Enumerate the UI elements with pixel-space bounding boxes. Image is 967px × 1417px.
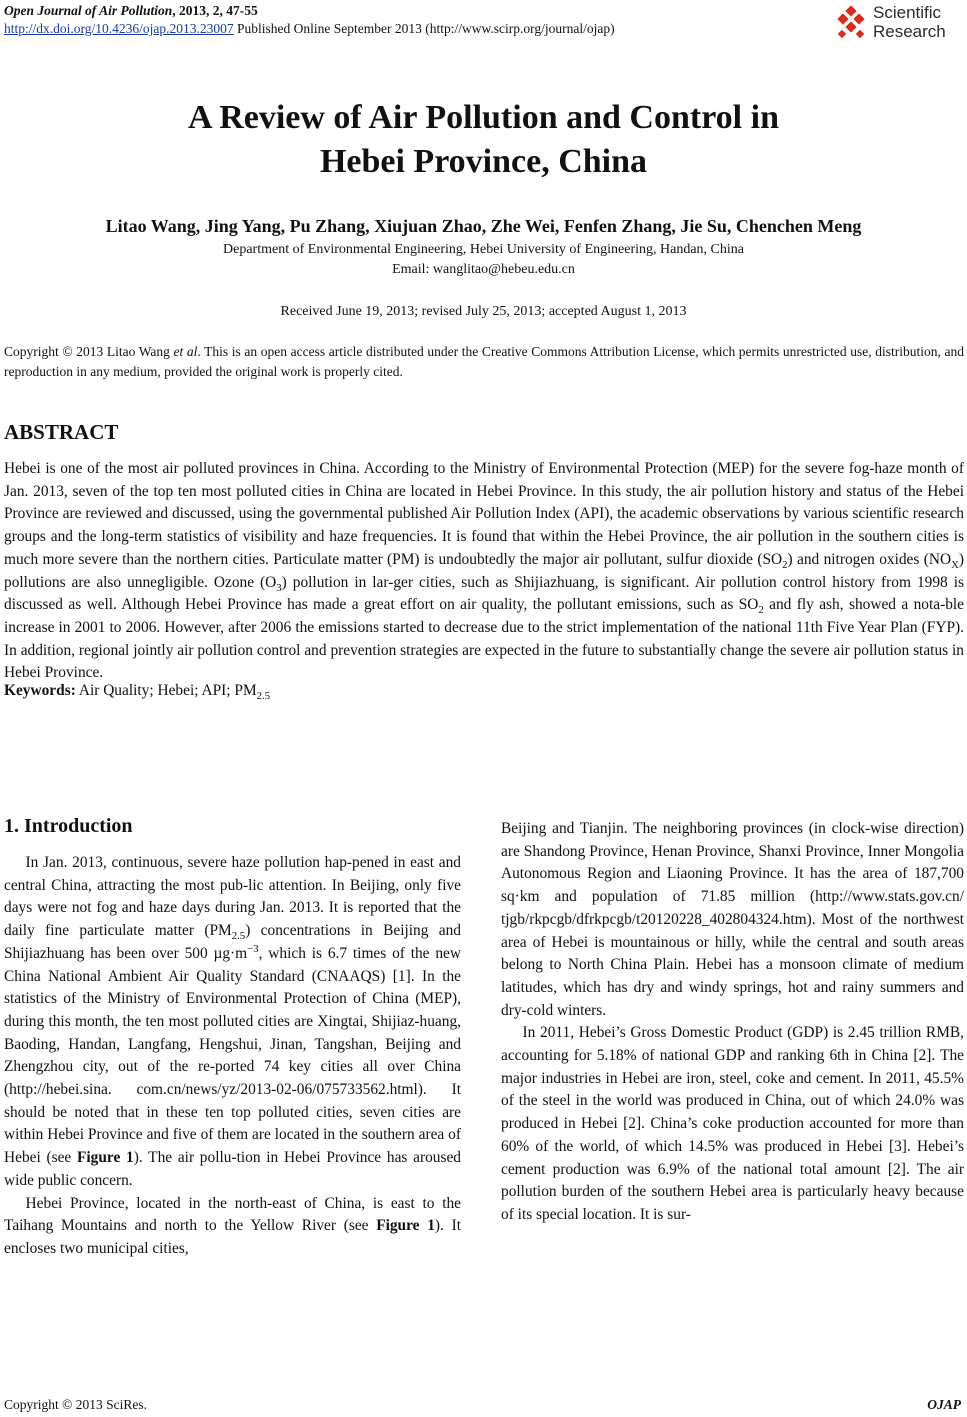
scientific-research-logo bbox=[833, 3, 961, 43]
footer-copyright: Copyright © 2013 SciRes. bbox=[4, 1397, 148, 1412]
published-online: Published Online September 2013 (http://www.scirp.org/journal/ojap) bbox=[233, 21, 615, 36]
affiliation: Department of Environmental Engineering, Hebei University of Engineering, Handan, China bbox=[223, 242, 744, 257]
running-header bbox=[4, 2, 615, 38]
paragraph: In Jan. 2013, continuous, severe haze pollution hap-pened in east and central China, attracting the most pub-lic attention. In Beijing, only five days were not fog and haze days during Jan. 2013. It is reported that the daily fine particulate matter $(PM_{2.5})$ concentrations in Beijing and Shijiazhuang has been over 500 $\mu g\cdot m^{-3}$, which is 6.7 times of the new China National Ambient Air Quality Standard (CNAAQS) [1]. In the statistics of the Ministry of Environmental Protection of China (MEP), during this month, the ten most polluted cities are Xingtai, Shijiaz-huang, Baoding, Handan, Langfang, Hengshui, Jinan, Tangshan, Beijing and Zhengzhou city, out of the re-ported 74 key cities all over China (http://hebei.sina. com.cn/news/yz/2013-02-06/075733562.html). It should be noted that in these ten top polluted cities, seven cities are within Hebei Province and five of them are located in the southern area of Hebei (see Figure 1). The air pollu-tion in Hebei Province has aroused wide public concern. bbox=[4, 854, 461, 1189]
license-note: Copyright © 2013 Litao Wang et al. This is an open access article distributed under the Creative Commons Attribution License, which permits unrestricted use, distribution, and reproduction in any medium, provided the original work is properly cited. bbox=[4, 344, 964, 379]
journal-name: Open Journal of Air Pollution bbox=[4, 3, 173, 18]
figure-reference[interactable]: Figure 1 bbox=[376, 1217, 435, 1235]
paragraph: Hebei Province, located in the north-east of China, is east to the Taihang Mountains and north to the Yellow River (see Figure 1). It encloses two municipal cities, bbox=[4, 1194, 461, 1257]
paper-title bbox=[0, 96, 967, 184]
right-column bbox=[501, 818, 964, 1227]
logo-line-1: Scientific bbox=[873, 3, 942, 22]
footer-journal-abbrev: OJAP bbox=[927, 1397, 961, 1412]
figure-reference[interactable]: Figure 1 bbox=[77, 1149, 134, 1167]
abstract-heading: ABSTRACT bbox=[4, 420, 119, 444]
journal-meta: , 2013, 2, 47-55 bbox=[172, 3, 258, 18]
doi-link[interactable]: http://dx.doi.org/10.4236/ojap.2013.23007 bbox=[4, 21, 234, 36]
left-column bbox=[4, 852, 461, 1261]
contact-email: Email: wanglitao@hebeu.edu.cn bbox=[392, 262, 575, 277]
title-line-2: Hebei Province, China bbox=[319, 143, 648, 180]
title-line-1: A Review of Air Pollution and Control in bbox=[188, 99, 779, 136]
received-dates: Received June 19, 2013; revised July 25, 2013; accepted August 1, 2013 bbox=[280, 304, 687, 319]
section-heading-introduction: 1. Introduction bbox=[4, 815, 133, 837]
paragraph: In 2011, Hebei’s Gross Domestic Product (GDP) is 2.45 trillion RMB, accounting for 5.18% of national GDP and ranking 6th in China [2]. The major industries in Hebei are iron, steel, coke and cement. In 2011, 45.5% of the steel in the world was produced in China, out of which 24.0% was produced in Hebei [2]. China’s coke production accounted for more than 60% of the world, of which 14.5% was produced in Hebei [3]. Hebei’s cement production was 6.9% of the national total amount [2]. The air pollution burden of the southern Hebei area is particularly heavy because of its special location. It is sur- bbox=[501, 1024, 964, 1223]
logo-line-2: Research bbox=[873, 22, 946, 41]
abstract-text: Hebei is one of the most air polluted provinces in China. According to the Ministry of Environmental Protection (MEP) for the severe fog-haze month of Jan. 2013, seven of the top ten most polluted cities in China are located in Hebei Province. In this study, the air pollution history and status of the Hebei Province are reviewed and discussed, using the governmental published Air Pollution Index (API), the academic observations by various scientific research groups and the long-term statistics of visibility and haze frequencies. It is found that within the Hebei Province, the air pollution in the southern cities is much more severe than the northern cities. Particulate matter (PM) is undoubtedly the major air pollutant, sulfur dioxide $(SO_2)$ and nitrogen oxides $(NO_X)$ pollutions are also unnegligible. Ozone $(O_3)$ pollution in lar-ger cities, such as Shijiazhuang, is significant. Air pollution control history from 1998 is discussed as well. Although Hebei Province has made a great effort on air quality, the pollutant emissions, such as $SO_2$ and fly ash, showed a nota-ble increase in 2001 to 2006. However, after 2006 the emissions started to decrease due to the strict implementation of the national 11th Five Year Plan (FYP). In addition, regional jointly air pollution control and prevention strategies are expected in the future to substantially change the severe air pollution status in Hebei Province. bbox=[4, 460, 964, 682]
author-list: Litao Wang, Jing Yang, Pu Zhang, Xiujuan Zhao, Zhe Wei, Fenfen Zhang, Jie Su, Chenchen Meng bbox=[105, 216, 862, 236]
keywords: Keywords: Air Quality; Hebei; API; $PM_{2.5}$ bbox=[4, 682, 271, 703]
paragraph: Beijing and Tianjin. The neighboring provinces (in clock-wise direction) are Shandong Province, Henan Province, Shanxi Province, Inner Mongolia Autonomous Region and Liaoning Province. It has the area of 187,700 sq·km and population of 71.85 million (http://www.stats.gov.cn/ tjgb/rkpcgb/dfrkpcgb/t20120228_402804324.htm). Most of the northwest area of Hebei is mountainous or hilly, while the central and south areas belong to North China Plain. Hebei has a monsoon climate of medium latitudes, which has dry and windy springs, hot and rainy summers and dry-cold winters. bbox=[501, 820, 964, 1019]
publisher-logo-icon bbox=[833, 5, 869, 41]
